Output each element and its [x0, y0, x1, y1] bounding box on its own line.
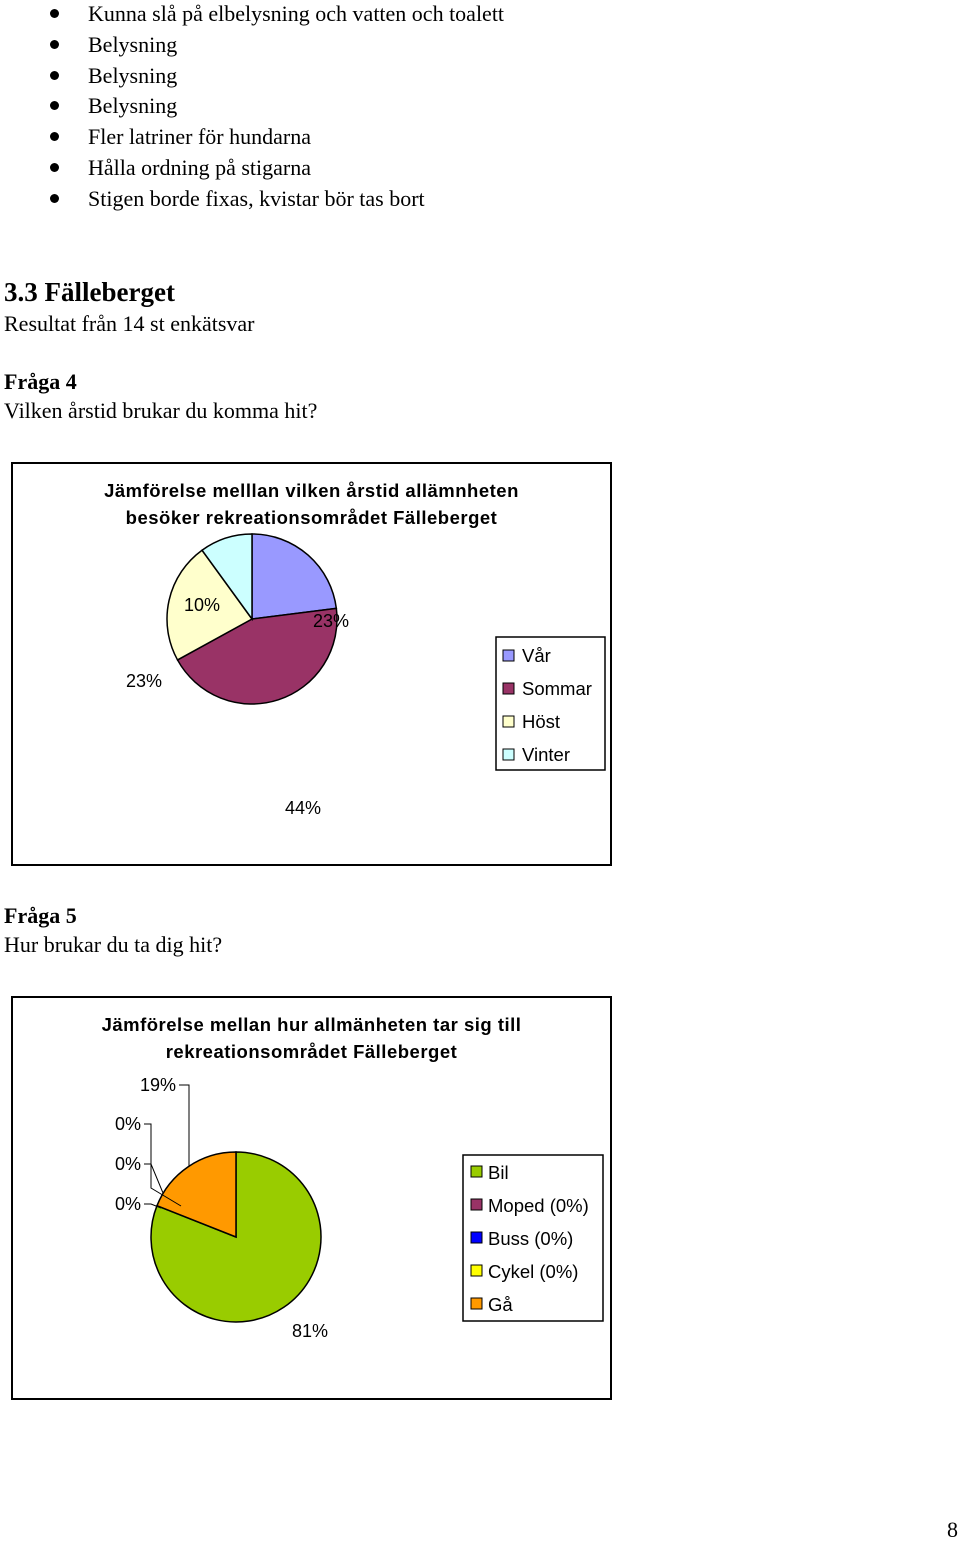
list-item: [0, 185, 504, 216]
legend-swatch-var: [503, 650, 514, 661]
data-label-var: 23%: [312, 611, 350, 631]
data-label-moped: 0%: [114, 1114, 142, 1134]
leader-line-ga: [179, 1085, 189, 1166]
bullet-dot: [50, 71, 59, 80]
bullet-dot: [50, 101, 59, 110]
leader-line-buss: [144, 1164, 163, 1193]
pie-slice-v-r: [252, 534, 336, 619]
legend-swatch-vinter: [503, 749, 514, 760]
data-label-host: 23%: [125, 671, 163, 691]
bullet-dot: [50, 163, 59, 172]
chart-title-line: rekreationsområdet Fälleberget: [165, 1041, 458, 1062]
legend-swatch-ga: [471, 1298, 482, 1309]
season-pie-svg: [13, 464, 610, 864]
bullet-text: Belysning: [88, 62, 178, 88]
data-label-vinter: 10%: [183, 595, 221, 615]
section-title: 3.3 Fälleberget: [4, 277, 175, 307]
bullet-dot: [50, 9, 59, 18]
list-item: [0, 0, 504, 31]
bullet-dot: [50, 194, 59, 203]
bullet-text: Belysning: [88, 93, 178, 119]
legend-label-sommar: Sommar: [522, 678, 592, 699]
legend-label-buss: Buss (0%): [488, 1228, 574, 1249]
data-label-sommar: 44%: [284, 798, 322, 818]
page-number: 8: [947, 1517, 958, 1542]
season-chart: [11, 462, 612, 866]
bullet-dot: [50, 132, 59, 141]
bullet-list: [0, 0, 504, 216]
legend-label-host: Höst: [522, 711, 561, 732]
section-subtitle: Resultat från 14 st enkätsvar: [4, 311, 255, 336]
legend-swatch-host: [503, 716, 514, 727]
legend-swatch-buss: [471, 1232, 482, 1243]
legend-label-bil: Bil: [488, 1162, 509, 1183]
legend-label-moped: Moped (0%): [488, 1195, 589, 1216]
legend-label-ga: Gå: [488, 1294, 513, 1315]
question-4-text: Vilken årstid brukar du komma hit?: [4, 398, 318, 423]
bullet-text: Hålla ordning på stigarna: [88, 154, 311, 180]
bullet-text: Fler latriner för hundarna: [88, 124, 311, 150]
chart-title-line: Jämförelse melllan vilken årstid allämnheten: [104, 480, 519, 501]
transport-chart: [11, 996, 612, 1400]
chart-title-line: besöker rekreationsområdet Fälleberget: [125, 507, 498, 528]
legend-swatch-sommar: [503, 683, 514, 694]
question-5-text: Hur brukar du ta dig hit?: [4, 932, 223, 957]
bullet-text: Kunna slå på elbelysning och vatten och toalett: [88, 1, 505, 26]
legend-label-cykel: Cykel (0%): [488, 1261, 579, 1282]
data-label-buss: 0%: [114, 1154, 142, 1174]
legend-swatch-cykel: [471, 1265, 482, 1276]
bullet-dot: [50, 40, 59, 49]
data-label-bil: 81%: [291, 1321, 329, 1341]
legend-swatch-bil: [471, 1166, 482, 1177]
legend-swatch-moped: [471, 1199, 482, 1210]
list-item: [0, 154, 504, 185]
chart-title-line: Jämförelse mellan hur allmänheten tar sig till: [101, 1014, 522, 1035]
legend-label-vinter: Vinter: [522, 744, 570, 765]
data-label-ga: 19%: [139, 1075, 177, 1095]
bullet-text: Belysning: [88, 31, 178, 57]
data-label-cykel: 0%: [114, 1194, 142, 1214]
question-4-label: Fråga 4: [4, 369, 77, 394]
bullet-text: Stigen borde fixas, kvistar bör tas bort: [88, 185, 425, 211]
list-item: [0, 92, 504, 123]
legend-label-var: Vår: [522, 645, 551, 666]
list-item: [0, 123, 504, 154]
question-5-label: Fråga 5: [4, 903, 77, 928]
list-item: [0, 62, 504, 93]
list-item: [0, 31, 504, 62]
transport-pie-svg: [13, 998, 610, 1398]
